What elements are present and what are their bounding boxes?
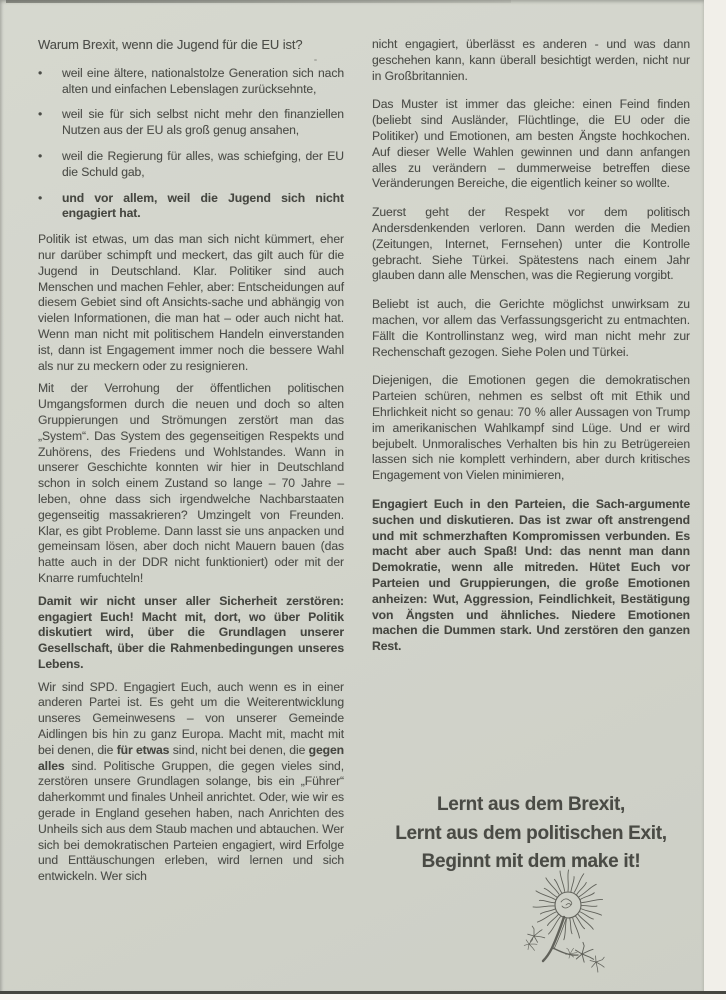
bullet-list bbox=[38, 66, 344, 222]
paragraph-spd-text: Wir sind SPD. Engagiert Euch, auch wenn es in einer anderen Partei ist. Es geht um die Weiterentwicklung unseres Gemeinwesens – von unserer Gemeinde Aidlingen bis hin zu ganz Europa. Macht mit, macht mit bei denen, die bbox=[38, 679, 344, 757]
list-item bbox=[38, 66, 344, 98]
list-item bbox=[38, 107, 344, 139]
paragraph-spd-text: sind. Politische Gruppen, die gegen vieles sind, zerstören unsere Grundlagen solange, bis ein „Führer“ daherkommt und finales Unheil anrichtet. Oder, wie wir es gerade in England gesehen haben, nach Anrichten des Unheils sich aus dem Staub machen und abtauchen. Wer sich bei demokratischen Parteien engagiert, wird Erfolge und Enttäuschungen erleben, wird lernen und sich entwickeln. Wer sich bbox=[38, 758, 344, 884]
scan-bottom-margin bbox=[0, 994, 726, 1000]
scan-right-margin bbox=[704, 0, 726, 992]
slogan-line-2: Lernt aus dem politischen Exit, bbox=[395, 822, 667, 844]
scan-speck bbox=[314, 59, 317, 61]
bullet-icon: • bbox=[38, 107, 43, 122]
list-item bbox=[38, 191, 344, 223]
paragraph-engagiert-appeal: Engagiert Euch in den Parteien, die Sach-argumente suchen und diskutieren. Das ist zwar oft anstrengend und mit schmerzhaften Kompromissen verbunden. Es macht aber auch Spaß! Und: das nennt man dann Demokratie, wenn alle mitreden. Hütet Euch vor Parteien und Gruppierungen, die große Emotionen anheizen: Wut, Aggression, Feindlichkeit, Bestätigung von Ängsten und ähnliches. Niedere Emotionen machen die Dummen stark. Und zerstören den ganzen Rest. bbox=[372, 496, 690, 654]
slogan-line-3: Beginnt mit dem make it! bbox=[421, 851, 641, 872]
paragraph-sicherheit-appeal: Damit wir nicht unser aller Sicherheit zerstören: engagiert Euch! Macht mit, dort, wo über Politik diskutiert wird, über die Grundlagen unserer Gesellschaft, über die Rahmenbedingungen unseres Lebens. bbox=[38, 593, 344, 671]
thistle-flower-icon bbox=[512, 864, 624, 976]
bullet-icon: • bbox=[38, 65, 43, 80]
paragraph-respekt: Zuerst geht der Respekt vor dem politisch Andersdenkenden verloren. Dann werden die Medien (Zeitungen, Internet, Fernsehen) unter die Kontrolle gebracht. Siehe Türkei. Spätestens nach einem Jahr glauben dann alle Menschen, was die Regierung vorgibt. bbox=[372, 205, 690, 283]
bullet-text: weil eine ältere, nationalstolze Generation sich nach alten und einfachen Lebenslagen zurücksehnte, bbox=[62, 65, 344, 96]
paragraph-spd-bold-fuer-etwas: für etwas bbox=[116, 742, 170, 757]
paragraph-gerichte: Beliebt ist auch, die Gerichte möglichst unwirksam zu machen, vor allem das Verfassungsgericht zu entmachten. Fällt die Kontrollinstanz weg, wird man nicht mehr zur Rechenschaft gezogen. Siehe Polen und Türkei. bbox=[372, 297, 690, 359]
bullet-text-emphasized: und vor allem, weil die Jugend sich nicht engagiert hat. bbox=[62, 190, 344, 221]
bullet-icon: • bbox=[38, 190, 43, 205]
page-title: Warum Brexit, wenn die Jugend für die EU ist? bbox=[38, 37, 303, 52]
paragraph-spd-bold-gegen-alles: gegen alles bbox=[38, 742, 345, 773]
list-item bbox=[38, 149, 344, 181]
slogan-line-1: Lernt aus dem Brexit, bbox=[437, 794, 625, 815]
paragraph-verrohung: Mit der Verrohung der öffentlichen politischen Umgangsformen durch die neuen und doch so alten Gruppierungen und Strömungen zerstört man das „System“. Das System des gegenseitigen Respekts und Zuhörens, des Friedens und Wohlstandes. Wann in unserer Geschichte konnten wir hier in Deutschland schon in solch einem Zustand so lange – 70 Jahre – leben, ohne dass sich irgendwelche Nachbarstaaten gegenseitig massakrieren? Umzingelt von Freunden. Klar, es gibt Probleme. Dann lasst sie uns anpacken und gemeinsam lösen, aber doch nicht Mauern bauen (das hatte auch in der DDR nicht funktioniert) oder mit der Knarre rumfuchteln! bbox=[38, 381, 344, 585]
paragraph-muster: Das Muster ist immer das gleiche: einen Feind finden (beliebt sind Ausländer, Flüchtlinge, die EU oder die Politiker) und Emotionen, am besten Ängste hochkochen. Auf dieser Welle Wahlen gewinnen und dann anfangen alles zu verändern – dummerweise betreffen diese Veränderungen Bereiche, die eigentlich keiner so wollte. bbox=[372, 97, 690, 191]
bullet-text: weil die Regierung für alles, was schiefging, der EU die Schuld gab, bbox=[62, 148, 344, 179]
paragraph-nicht-engagiert: nicht engagiert, überlässt es anderen - und was dann geschehen kann, kann überall besichtigt werden, nicht nur in Großbritannien. bbox=[372, 37, 690, 83]
paragraph-spd-text: sind, nicht bei denen, die bbox=[169, 742, 309, 757]
left-text-column bbox=[38, 37, 344, 892]
paragraph-diejenigen: Diejenigen, die Emotionen gegen die demokratischen Parteien schüren, nehmen es selbst oft mit Ethik und Ehrlichkeit nicht so genau: 70 % aller Aussagen von Trump im amerikanischen Wahlkampf sind Lüge. Und er wird bejubelt. Unmoralisches Verhalten bis hin zu Betrügereien lassen sich nie komplett verhindern, aber durch kritisches Engagement von Vielen minimieren, bbox=[372, 373, 690, 483]
bullet-text: weil sie für sich selbst nicht mehr den finanziellen Nutzen aus der EU als groß genug ansahen, bbox=[62, 107, 344, 138]
paragraph-politik: Politik ist etwas, um das man sich nicht kümmert, eher nur darüber schimpft und meckert, das gilt auch für die Jugend in Deutschland. Klar. Politiker sind auch Menschen und machen Fehler, aber: Entscheidungen auf diesem Gebiet sind oft Ansichts-sache und abhängig von vielen Informationen, die man hat – oder auch nicht hat. Wenn man nicht mit politischem Handeln einverstanden ist, dann ist Engagement immer noch die bessere Wahl als nur zu meckern oder zu resignieren. bbox=[38, 232, 344, 373]
scan-top-shadow bbox=[6, 0, 511, 3]
paragraph-spd bbox=[38, 680, 344, 885]
bullet-icon: • bbox=[38, 148, 43, 163]
scan-speck bbox=[38, 749, 41, 751]
right-text-column bbox=[372, 37, 690, 668]
